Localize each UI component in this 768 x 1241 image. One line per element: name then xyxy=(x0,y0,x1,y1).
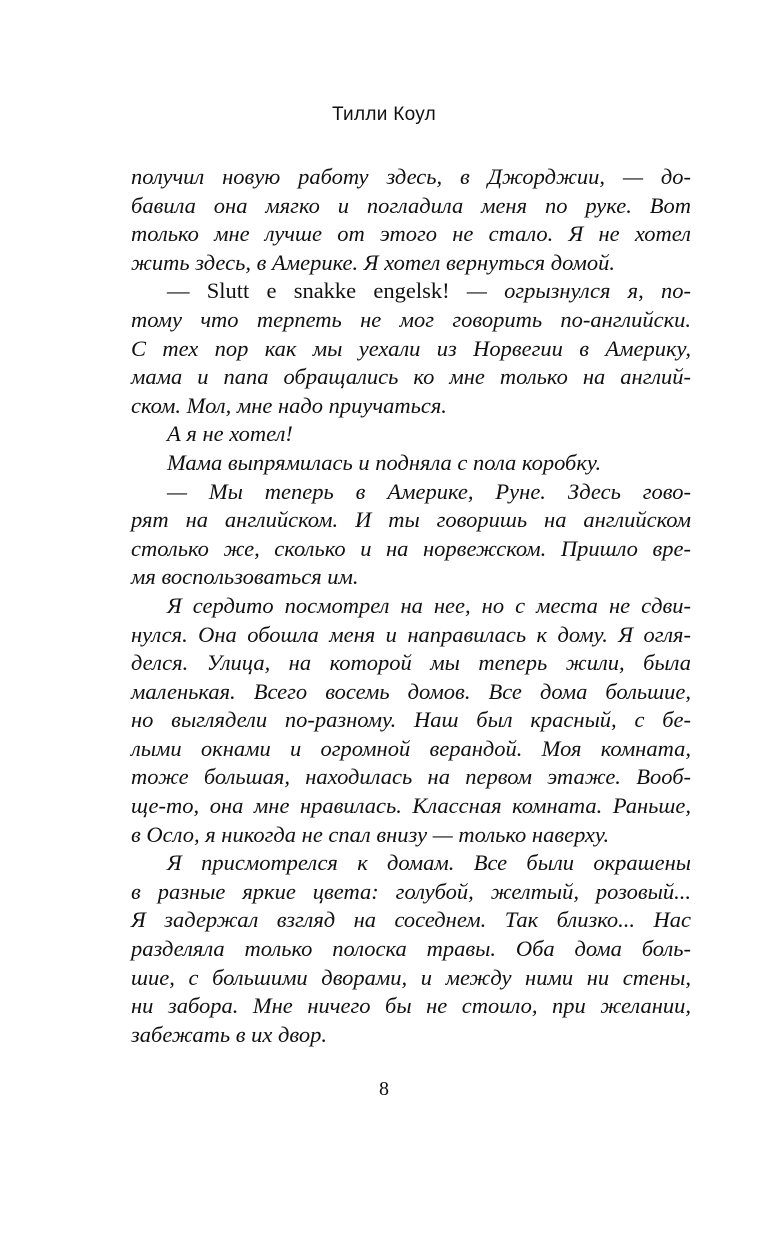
text-line: только мне лучше от этого не стало. Я не хотел xyxy=(131,221,691,247)
text-line: забежать в их двор. xyxy=(131,1021,327,1047)
text-line: в разные яркие цвета: голубой, желтый, розовый... xyxy=(131,878,691,904)
text-line: ще-то, она мне нравилась. Классная комната. Раньше, xyxy=(131,793,691,819)
text-line: в Осло, я никогда не спал внизу — только наверху. xyxy=(131,821,610,847)
text-line: маленькая. Всего восемь домов. Все дома большие, xyxy=(131,678,691,704)
text-line: мя воспользоваться им. xyxy=(131,564,359,590)
text-line: рят на английском. И ты говоришь на английском xyxy=(131,507,691,533)
text-line: жить здесь, в Америке. Я хотел вернуться домой. xyxy=(131,249,615,275)
text-line: но выглядели по-разному. Наш был красный, с бе- xyxy=(131,707,691,733)
text-line: С тех пор как мы уехали из Норвегии в Америку, xyxy=(131,335,691,361)
text-line: столько же, сколько и на норвежском. Пришло вре- xyxy=(131,535,691,561)
text-line: ни забора. Мне ничего бы не стоило, при желании, xyxy=(131,993,691,1019)
text-line-dialogue xyxy=(131,277,691,306)
text-line: делся. Улица, на которой мы теперь жили, была xyxy=(131,650,691,676)
text-line: Я сердито посмотрел на нее, но с места не сдви- xyxy=(167,592,691,618)
dialogue-continuation: — огрызнулся я, по- xyxy=(449,278,691,304)
text-line: Мама выпрямилась и подняла с пола коробку. xyxy=(167,449,602,475)
text-line: А я не хотел! xyxy=(167,421,293,447)
text-line: лыми окнами и огромной верандой. Моя комната, xyxy=(131,735,691,761)
text-line: мама и папа обращались ко мне только на англий- xyxy=(131,364,691,390)
running-head-author: Тилли Коул xyxy=(331,104,437,125)
text-line: Я присмотрелся к домам. Все были окрашены xyxy=(167,850,691,876)
text-line: нулся. Она обошла меня и направилась к дому. Я огля- xyxy=(131,621,691,647)
norwegian-phrase: — Slutt e snakke engelsk! xyxy=(167,278,450,304)
text-line: шие, с большими дворами, и между ними ни стены, xyxy=(131,964,691,990)
text-line: разделяла только полоска травы. Оба дома боль- xyxy=(131,936,691,962)
text-line: Я задержал взгляд на соседнем. Так близко... Нас xyxy=(131,907,691,933)
text-line: ском. Мол, мне надо приучаться. xyxy=(131,392,447,418)
body-text xyxy=(131,163,691,1049)
text-line: бавила она мягко и погладила меня по руке. Вот xyxy=(131,192,691,218)
text-line: — Мы теперь в Америке, Руне. Здесь гово- xyxy=(167,478,691,504)
page-number: 8 xyxy=(379,1078,389,1100)
text-line: тому что терпеть не мог говорить по-английски. xyxy=(131,306,691,332)
text-line: тоже большая, находилась на первом этаже. Вооб- xyxy=(131,764,691,790)
text-line: получил новую работу здесь, в Джорджии, — до- xyxy=(131,164,691,189)
